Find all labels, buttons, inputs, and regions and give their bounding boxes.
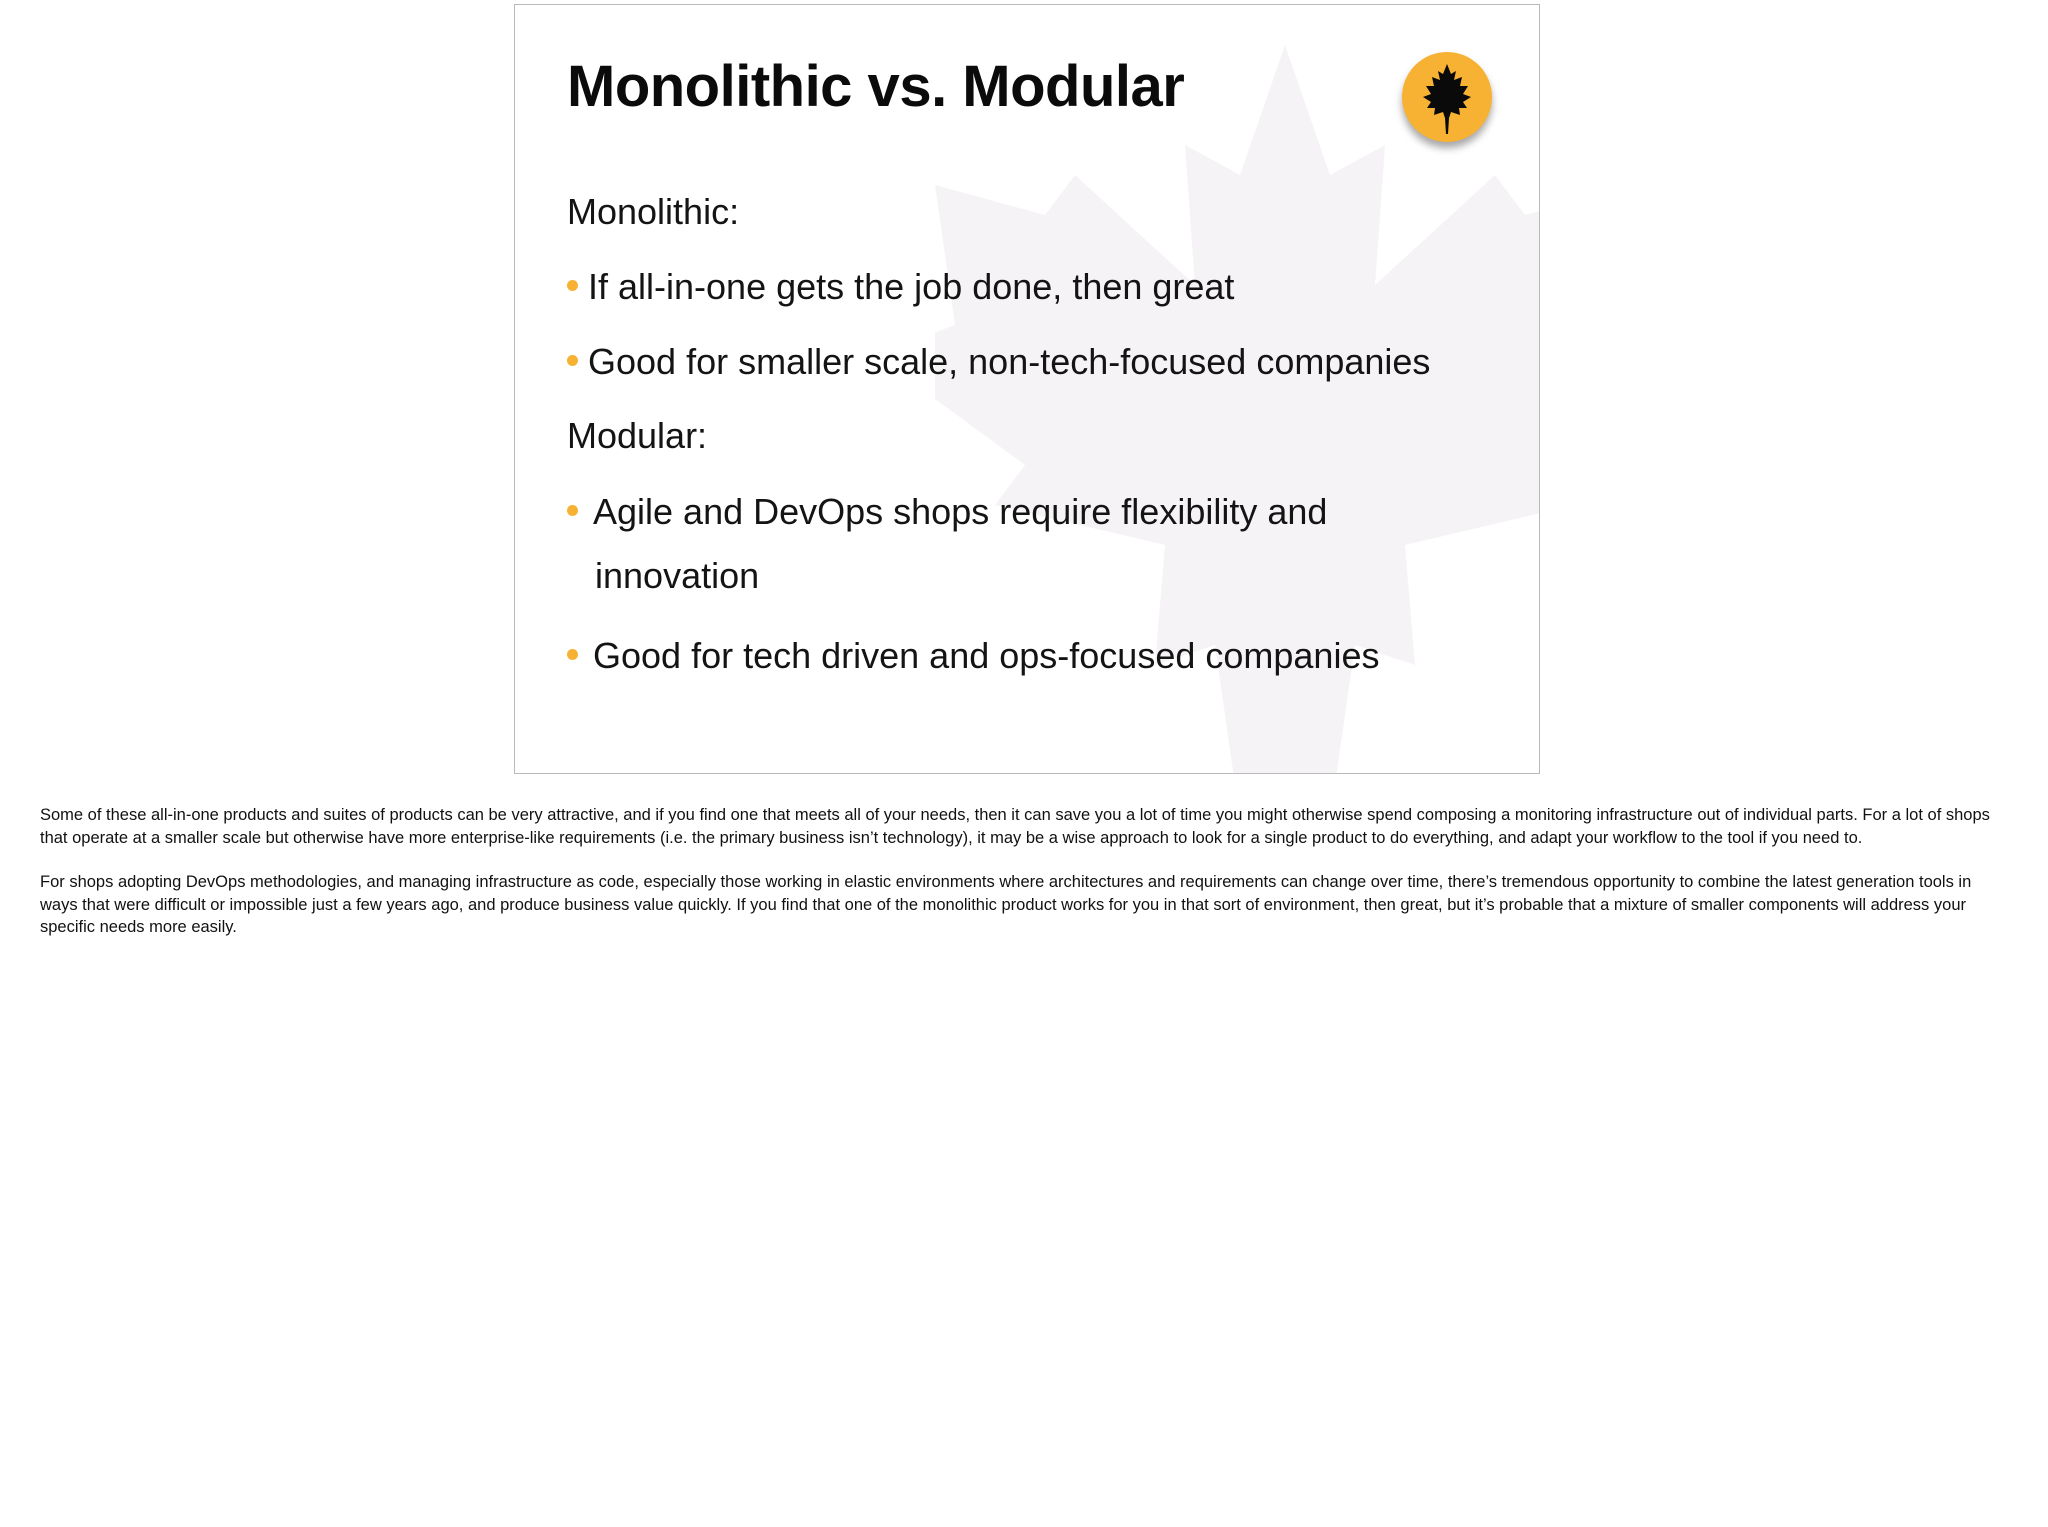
bullet-text: If all-in-one gets the job done, then great bbox=[588, 266, 1235, 307]
notes-paragraph: Some of these all-in-one products and suites of products can be very attractive, and if you find one that meets all of your needs, then it can save you a lot of time you might otherwise spend composing a monitoring infrastructure out of individual parts. For a lot of shops that operate at a smaller scale but otherwise have more enterprise-like requirements (i.e. the primary business isn’t technology), it may be a wise approach to look for a single product to do everything, and adapt your workflow to the tool if you need to. bbox=[40, 806, 1990, 847]
bullet-text: Agile and DevOps shops require flexibility and bbox=[593, 491, 1328, 532]
bullet-text-continuation: innovation bbox=[595, 555, 760, 596]
section-heading-monolithic: Monolithic: bbox=[567, 191, 740, 232]
bullet-dot-icon bbox=[567, 355, 578, 366]
oak-leaf-icon bbox=[1420, 62, 1474, 136]
speaker-notes bbox=[40, 804, 2010, 961]
bullet-item bbox=[567, 266, 1234, 308]
bullet-item bbox=[567, 341, 1430, 383]
slide bbox=[514, 4, 1540, 774]
bullet-text: Good for smaller scale, non-tech-focused companies bbox=[588, 341, 1431, 382]
bullet-item bbox=[567, 635, 1379, 677]
bullet-dot-icon bbox=[567, 505, 578, 516]
notes-paragraph: For shops adopting DevOps methodologies, and managing infrastructure as code, especially those working in elastic environments where architectures and requirements can change over time, there’s tremendous opportunity to combine the latest generation tools in ways that were difficult or impossible just a few years ago, and produce business value quickly. If you find that one of the monolithic product works for you in that sort of environment, then great, but it’s probable that a mixture of smaller components will address your specific needs more easily. bbox=[40, 873, 1972, 936]
bullet-text: Good for tech driven and ops-focused companies bbox=[593, 635, 1380, 676]
section-heading-modular: Modular: bbox=[567, 415, 708, 456]
slide-title: Monolithic vs. Modular bbox=[567, 54, 1185, 119]
bullet-dot-icon bbox=[567, 649, 578, 660]
bullet-dot-icon bbox=[567, 280, 578, 291]
bullet-item bbox=[567, 491, 1327, 597]
logo-badge bbox=[1402, 52, 1492, 142]
